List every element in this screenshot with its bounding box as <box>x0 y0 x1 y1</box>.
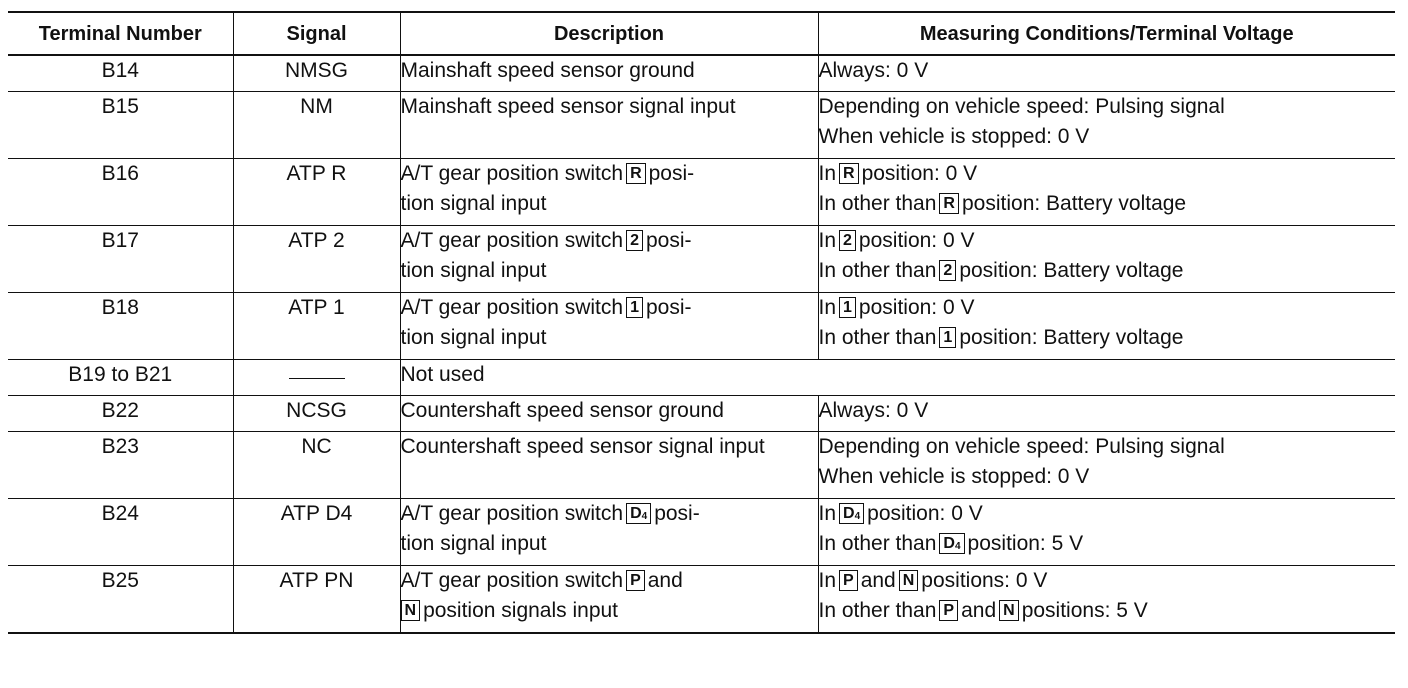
description-text: tion signal input <box>400 532 547 555</box>
description: Countershaft speed sensor signal input <box>400 432 818 499</box>
1-position-key-icon: 1 <box>939 327 956 348</box>
p-position-key-icon: P <box>939 600 958 621</box>
condition-text: and <box>860 569 896 592</box>
condition-text: positions: 5 V <box>1021 599 1148 622</box>
signal-name: NCSG <box>233 396 400 432</box>
p-position-key-icon: P <box>626 570 645 591</box>
condition-text: In <box>818 569 837 592</box>
condition-text: In other than <box>818 326 937 349</box>
n-position-key-icon: N <box>899 570 919 591</box>
condition-text: In other than <box>818 599 937 622</box>
1-position-key-icon: 1 <box>839 297 856 318</box>
measuring-condition <box>818 566 1395 634</box>
condition-text: position: Battery voltage <box>959 326 1184 349</box>
signal-name: NC <box>233 432 400 499</box>
description-text: position signals input <box>423 599 619 622</box>
terminal-voltage-table <box>8 11 1395 634</box>
table-row <box>8 499 1395 566</box>
table-row <box>8 360 1395 396</box>
signal-name: ATP R <box>233 159 400 226</box>
d4-position-key-icon: $D_4$ <box>626 503 651 524</box>
condition-text: position: 0 V <box>861 162 978 185</box>
condition-text: positions: 0 V <box>921 569 1048 592</box>
terminal-number: B18 <box>8 293 233 360</box>
condition-text: position: 0 V <box>858 229 975 252</box>
signal-name: ATP 2 <box>233 226 400 293</box>
terminal-number: B17 <box>8 226 233 293</box>
p-position-key-icon: P <box>839 570 858 591</box>
description: Mainshaft speed sensor signal input <box>400 92 818 159</box>
condition-line: Depending on vehicle speed: Pulsing signal <box>818 435 1225 458</box>
description-text: A/T gear position switch <box>400 502 624 525</box>
description <box>400 499 818 566</box>
description <box>400 159 818 226</box>
description <box>400 566 818 634</box>
condition-text: position: 5 V <box>967 532 1084 555</box>
header-signal: Signal <box>233 12 400 55</box>
condition-text: and <box>961 599 997 622</box>
table-row <box>8 566 1395 634</box>
signal-name: ATP PN <box>233 566 400 634</box>
signal-name <box>233 360 400 396</box>
2-position-key-icon: 2 <box>839 230 856 251</box>
condition-line: Always: 0 V <box>818 59 929 82</box>
n-position-key-icon: N <box>401 600 421 621</box>
description-text: A/T gear position switch <box>400 229 624 252</box>
2-position-key-icon: 2 <box>626 230 643 251</box>
description-text: tion signal input <box>400 259 547 282</box>
description: Countershaft speed sensor ground <box>400 396 818 432</box>
description-text: A/T gear position switch <box>400 296 624 319</box>
table-row <box>8 432 1395 499</box>
condition-line: When vehicle is stopped: 0 V <box>818 125 1090 148</box>
condition-text: position: 0 V <box>867 502 983 525</box>
condition-line: When vehicle is stopped: 0 V <box>818 465 1090 488</box>
measuring-condition <box>818 55 1395 92</box>
table-row <box>8 92 1395 159</box>
r-position-key-icon: R <box>839 163 859 184</box>
description-text: posi- <box>654 502 700 525</box>
terminal-number: B25 <box>8 566 233 634</box>
terminal-number: B24 <box>8 499 233 566</box>
table-row <box>8 293 1395 360</box>
signal-name: ATP 1 <box>233 293 400 360</box>
2-position-key-icon: 2 <box>939 260 956 281</box>
condition-text: position: Battery voltage <box>961 192 1187 215</box>
table-row <box>8 159 1395 226</box>
header-measuring-conditions: Measuring Conditions/Terminal Voltage <box>818 12 1395 55</box>
dash-icon <box>289 378 345 379</box>
table-row <box>8 396 1395 432</box>
condition-text: position: Battery voltage <box>959 259 1184 282</box>
n-position-key-icon: N <box>999 600 1019 621</box>
condition-line: Always: 0 V <box>818 399 929 422</box>
description-text: tion signal input <box>400 326 547 349</box>
description-text: posi- <box>648 162 695 185</box>
header-row <box>8 12 1395 55</box>
signal-name: NMSG <box>233 55 400 92</box>
description <box>400 293 818 360</box>
table-row <box>8 226 1395 293</box>
1-position-key-icon: 1 <box>626 297 643 318</box>
measuring-condition <box>818 432 1395 499</box>
description-text: tion signal input <box>400 192 547 215</box>
d4-position-key-icon: $D_4$ <box>839 503 864 524</box>
description-text: A/T gear position switch <box>400 162 624 185</box>
condition-line: Depending on vehicle speed: Pulsing signal <box>818 95 1225 118</box>
description <box>400 226 818 293</box>
r-position-key-icon: R <box>939 193 959 214</box>
condition-text: In <box>818 502 837 525</box>
condition-text: In other than <box>818 532 937 555</box>
r-position-key-icon: R <box>626 163 646 184</box>
description-text: A/T gear position switch <box>400 569 624 592</box>
condition-text: position: 0 V <box>858 296 975 319</box>
measuring-condition <box>818 92 1395 159</box>
condition-text: In other than <box>818 259 937 282</box>
signal-name: NM <box>233 92 400 159</box>
measuring-condition <box>818 396 1395 432</box>
measuring-condition <box>818 159 1395 226</box>
terminal-number: B15 <box>8 92 233 159</box>
terminal-number: B22 <box>8 396 233 432</box>
table-row <box>8 55 1395 92</box>
terminal-number: B14 <box>8 55 233 92</box>
terminal-number: B19 to B21 <box>8 360 233 396</box>
signal-name: ATP D4 <box>233 499 400 566</box>
header-description: Description <box>400 12 818 55</box>
terminal-number: B16 <box>8 159 233 226</box>
terminal-number: B23 <box>8 432 233 499</box>
measuring-condition <box>818 226 1395 293</box>
header-terminal-number: Terminal Number <box>8 12 233 55</box>
condition-text: In <box>818 296 837 319</box>
d4-position-key-icon: $D_4$ <box>939 533 964 554</box>
description: Not used <box>400 360 1395 396</box>
condition-text: In <box>818 229 837 252</box>
description-text: and <box>647 569 683 592</box>
condition-text: In other than <box>818 192 937 215</box>
description: Mainshaft speed sensor ground <box>400 55 818 92</box>
measuring-condition <box>818 499 1395 566</box>
condition-text: In <box>818 162 837 185</box>
description-text: posi- <box>645 229 692 252</box>
measuring-condition <box>818 293 1395 360</box>
description-text: posi- <box>645 296 692 319</box>
